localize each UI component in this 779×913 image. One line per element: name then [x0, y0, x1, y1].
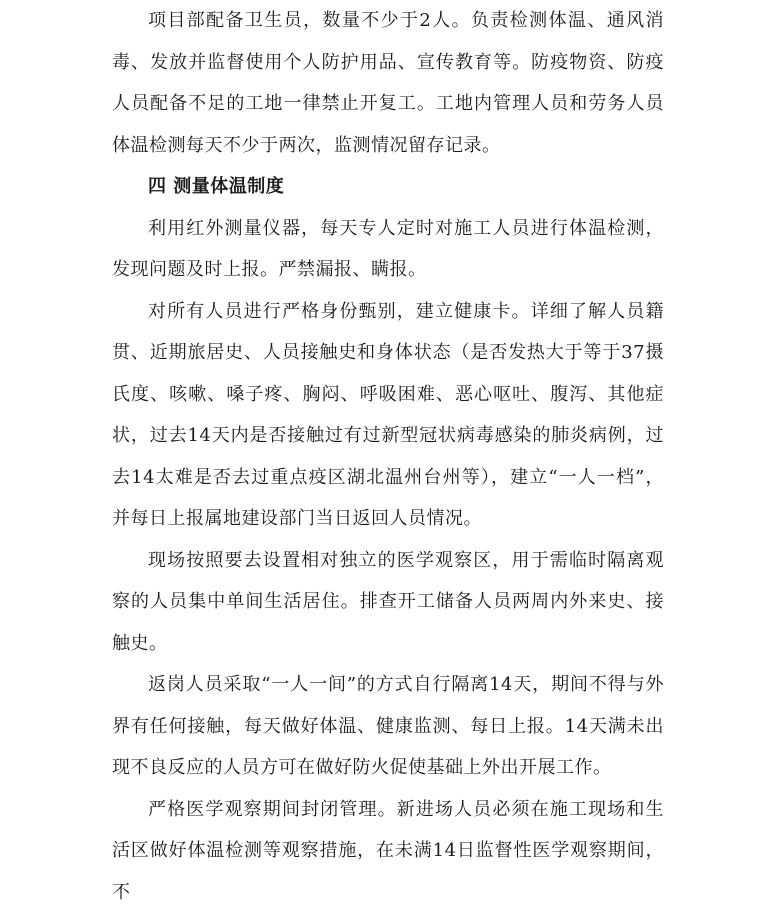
document-page	[112, 0, 664, 903]
section-heading: 四 测量体温制度	[148, 176, 285, 197]
paragraph-identity-screening: 对所有人员进行严格身份甄别，建立健康卡。详细了解人员籍贯、近期旅居史、人员接触史和身体状态（是否发热大于等于37摄氏度、咳嗽、嗓子疼、胸闷、呼吸困难、恶心呕吐、腹泻、其他症状，过去14天内是否接触过有过新型冠状病毒感染的肺炎病例，过去14太难是否去过重点疫区湖北温州台州等），建立“一人一档”，并每日上报属地建设部门当日返回人员情况。	[112, 300, 664, 529]
paragraph-returning-staff: 返岗人员采取“一人一间”的方式自行隔离14天，期间不得与外界有任何接触，每天做好体温、健康监测、每日上报。14天满未出现不良反应的人员方可在做好防火促使基础上外出开展工作。	[112, 674, 664, 778]
paragraph-infrared-check: 利用红外测量仪器，每天专人定时对施工人员进行体温检测，发现问题及时上报。严禁漏报、瞒报。	[112, 217, 664, 280]
paragraph-observation-area: 现场按照要去设置相对独立的医学观察区，用于需临时隔离观察的人员集中单间生活居住。排查开工储备人员两周内外来史、接触史。	[112, 549, 664, 654]
paragraph-closed-management: 严格医学观察期间封闭管理。新进场人员必须在施工现场和生活区做好体温检测等观察措施，在未满14日监督性医学观察期间，不	[112, 798, 664, 903]
paragraph-health-staff: 项目部配备卫生员，数量不少于2人。负责检测体温、通风消毒、发放并监督使用个人防护用品、宣传教育等。防疫物资、防疫人员配备不足的工地一律禁止开复工。工地内管理人员和劳务人员体温检测每天不少于两次，监测情况留存记录。	[112, 10, 664, 156]
